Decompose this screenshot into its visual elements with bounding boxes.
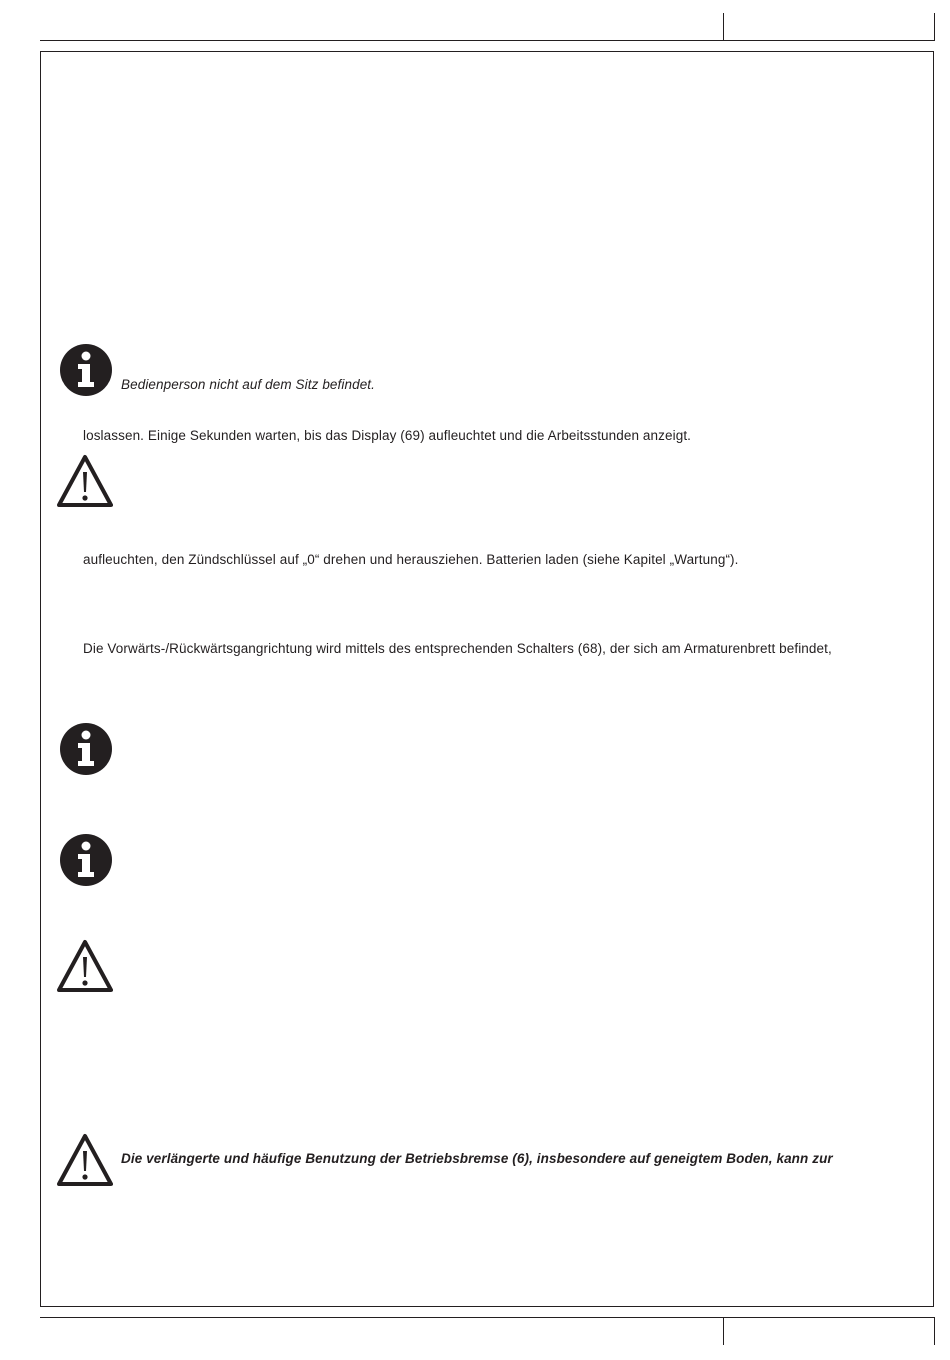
- warning-note-brake: Die verlängerte und häufige Benutzung der Betriebsbremse (6), insbesondere auf geneigtem Boden, kann zur: [121, 1151, 833, 1166]
- warning-icon: [57, 454, 113, 510]
- header-right-edge: [934, 13, 935, 41]
- content-frame: [40, 51, 934, 1307]
- info-note-seat: Bedienperson nicht auf dem Sitz befindet.: [121, 377, 376, 392]
- warning-icon: [57, 939, 113, 995]
- header-divider: [723, 13, 724, 41]
- footer-divider: [723, 1317, 724, 1345]
- info-icon: [58, 832, 114, 888]
- info-icon: [58, 721, 114, 777]
- info-icon: [58, 342, 114, 398]
- paragraph-direction: Die Vorwärts-/Rückwärtsgangrichtung wird mittels des entsprechenden Schalters (68), der sich am Armaturenbrett befindet,: [83, 641, 832, 656]
- header-rule: [40, 40, 935, 41]
- footer-rule: [40, 1317, 935, 1318]
- paragraph-display: loslassen. Einige Sekunden warten, bis das Display (69) aufleuchtet und die Arbeitsstunden anzeigt.: [83, 428, 692, 443]
- paragraph-battery: aufleuchten, den Zündschlüssel auf „0“ drehen und herausziehen. Batterien laden (siehe Kapitel „Wartung“).: [83, 552, 739, 567]
- footer-right-edge: [934, 1317, 935, 1345]
- warning-icon: [57, 1133, 113, 1189]
